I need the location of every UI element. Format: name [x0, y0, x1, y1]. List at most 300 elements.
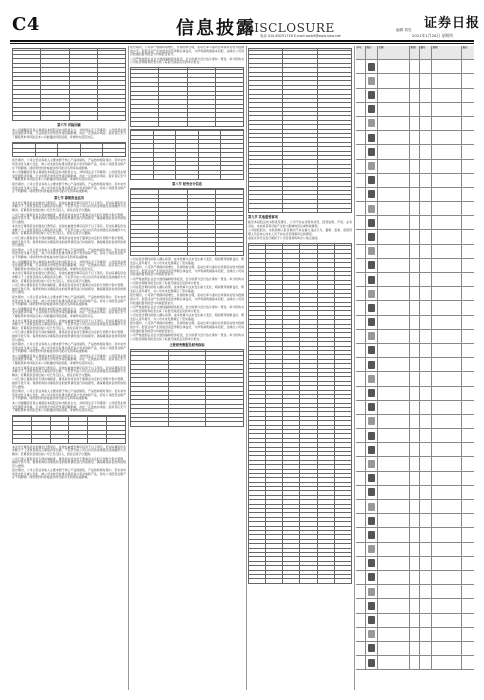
grid-cell — [462, 543, 474, 556]
product-thumbnail — [368, 616, 375, 624]
grid-cell — [366, 344, 378, 357]
grid-row — [356, 358, 474, 372]
grid-row — [356, 145, 474, 159]
body-paragraph: 报告期内，公司主营业务收入主要来源于核心产品的销售，产品结构相对集中。若未来市场需求发生重大变化，或公司未能及时推出满足客户需求的新产品，将对公司经营业绩产生不利影响。同时原材料价格波动亦可能对毛利率造成影响。 — [12, 247, 126, 260]
grid-cell — [366, 372, 378, 385]
product-thumbnail — [368, 403, 375, 411]
grid-cell — [462, 160, 474, 173]
grid-cell — [462, 472, 474, 485]
table-b3 — [130, 188, 244, 256]
grid-cell — [420, 245, 432, 258]
grid-cell — [378, 443, 410, 456]
grid-cell — [378, 585, 410, 598]
grid-cell — [462, 443, 474, 456]
grid-cell — [378, 599, 410, 612]
grid-cell — [432, 415, 462, 428]
grid-cell — [420, 202, 432, 215]
product-thumbnail — [368, 659, 375, 667]
grid-cell — [366, 628, 378, 641]
grid-row — [356, 131, 474, 145]
column-divider — [354, 46, 355, 690]
grid-row — [356, 103, 474, 117]
body-paragraph: 报告期内，公司资产规模持续增长，负债结构合理，流动比率与速动比率保持在较为稳健的水平。经营活动产生的现金流量净额总体良好，与净利润规模基本匹配，反映出公司具有较强的盈利质量与持续经营能力。 — [130, 46, 244, 57]
grid-cell — [366, 656, 378, 669]
grid-row — [356, 500, 474, 514]
grid-cell — [410, 486, 420, 499]
grid-cell — [410, 401, 420, 414]
grid-row — [356, 287, 474, 301]
grid-cell — [378, 429, 410, 442]
grid-cell — [410, 543, 420, 556]
grid-cell — [410, 316, 420, 329]
grid-row — [356, 656, 474, 670]
grid-cell — [462, 301, 474, 314]
product-thumbnail — [368, 644, 375, 652]
grid-cell — [356, 514, 366, 527]
grid-cell — [462, 230, 474, 243]
body-paragraph: 公司在报告期内的收入确认政策、成本核算方法未发生重大变化，期间费用控制良好，研发投入逐年提升，为公司未来发展奠定了坚实基础。 — [130, 285, 244, 293]
body-paragraph: 报告期内，公司资产规模持续增长，负债结构合理，流动比率与速动比率保持在较为稳健的水平。经营活动产生的现金流量净额总体良好，与净利润规模基本匹配，反映出公司具有较强的盈利质量与持续经营能力。 — [130, 293, 244, 305]
grid-cell — [462, 614, 474, 627]
grid-cell — [356, 599, 366, 612]
grid-cell — [410, 599, 420, 612]
grid-cell — [410, 642, 420, 655]
product-thumbnail — [368, 361, 375, 369]
grid-row — [356, 472, 474, 486]
grid-cell — [378, 259, 410, 272]
grid-cell — [462, 415, 474, 428]
grid-cell — [356, 528, 366, 541]
issue-date: 2021年1月28日 星期四 — [412, 33, 453, 38]
grid-row — [356, 160, 474, 174]
body-paragraph: 公司已建立募集资金专项存储制度，募集资金将存放于董事会决定的专项账户集中管理，做到专款专用。保荐机构将对募集资金的使用情况进行持续督导，确保募集资金使用的规范与透明。 — [12, 236, 126, 248]
grid-row — [356, 117, 474, 131]
grid-cell — [378, 60, 410, 73]
grid-cell — [356, 557, 366, 570]
grid-row — [356, 301, 474, 315]
body-paragraph: 本公司提醒投资者认真阅读本招股意向书附录全文，并特别注意下列事项：公司经营业绩受宏观经济环境、行业政策及市场竞争等因素影响，存在一定的波动风险。投资者应充分了解股票市场风险及本公司披露的风险因素，审慎作出投资决定。 — [12, 259, 126, 271]
grid-cell — [356, 486, 366, 499]
grid-cell — [420, 188, 432, 201]
grid-cell — [356, 259, 366, 272]
grid-cell — [410, 628, 420, 641]
grid-cell — [366, 131, 378, 144]
page-number: C4 — [12, 14, 40, 35]
grid-cell — [410, 230, 420, 243]
table-c2 — [248, 243, 352, 584]
grid-cell — [378, 614, 410, 627]
grid-header-cell: 图示 — [366, 46, 378, 59]
grid-row — [356, 230, 474, 244]
grid-cell — [356, 145, 366, 158]
grid-cell — [410, 287, 420, 300]
body-paragraph: 本次发行募集资金扣除发行费用后，将按轻重缓急顺序投资于以下项目。若实际募集资金净额少于上述项目拟投入募集资金总额，不足部分由公司以自有资金或通过其他融资方式解决；若募集资金到位前公司已先行投入，到位后将予以置换。 — [12, 200, 126, 212]
product-thumbnail — [368, 332, 375, 340]
body-paragraph: 公司严格按照企业会计准则编制财务报表，会计政策与会计估计保持一贯性。审计机构对公司报告期财务报表出具了标准无保留意见的审计报告。 — [130, 56, 244, 65]
product-thumbnail — [368, 176, 375, 184]
table-b1 — [130, 67, 244, 127]
grid-cell — [378, 344, 410, 357]
grid-cell — [420, 585, 432, 598]
body-paragraph: 备查文件可在发行期间于公司及保荐机构办公地点查阅。 — [248, 236, 321, 241]
grid-cell — [420, 642, 432, 655]
grid-cell — [432, 372, 462, 385]
grid-cell — [462, 585, 474, 598]
grid-cell — [432, 316, 462, 329]
table-c1 — [248, 48, 352, 213]
product-thumbnail — [368, 588, 375, 596]
grid-cell — [356, 89, 366, 102]
grid-cell — [462, 74, 474, 87]
grid-cell — [410, 457, 420, 470]
grid-cell — [410, 656, 420, 669]
grid-cell — [420, 457, 432, 470]
editor-credit: 编辑 刘亮 — [396, 28, 412, 32]
grid-cell — [462, 316, 474, 329]
grid-cell — [462, 372, 474, 385]
grid-row — [356, 571, 474, 585]
grid-row — [356, 273, 474, 287]
grid-cell — [378, 301, 410, 314]
body-paragraph: 公司在报告期内的收入确认政策、成本核算方法未发生重大变化，期间费用控制良好，研发投入逐年提升，为公司未来发展奠定了坚实基础。 — [130, 256, 244, 265]
grid-cell — [410, 259, 420, 272]
grid-cell — [366, 202, 378, 215]
body-paragraph: 报告期内，公司主营业务收入主要来源于核心产品的销售，产品结构相对集中。若未来市场需求发生重大变化，或公司未能及时推出满足客户需求的新产品，将对公司经营业绩产生不利影响。同时原材料价格波动亦可能对毛利率造成影响。 — [12, 389, 126, 401]
grid-cell — [356, 443, 366, 456]
grid-cell — [432, 245, 462, 258]
body-paragraph: 公司已建立募集资金专项存储制度，募集资金将存放于董事会决定的专项账户集中管理，做到专款专用。保荐机构将对募集资金的使用情况进行持续督导，确保募集资金使用的规范与透明。 — [12, 330, 126, 342]
grid-row — [356, 486, 474, 500]
grid-cell — [410, 614, 420, 627]
grid-cell — [432, 145, 462, 158]
product-thumbnail — [368, 503, 375, 511]
grid-cell — [356, 103, 366, 116]
grid-cell — [366, 415, 378, 428]
table-a2 — [12, 142, 126, 158]
grid-cell — [432, 429, 462, 442]
grid-cell — [378, 316, 410, 329]
grid-cell — [378, 543, 410, 556]
grid-header-cell: 类别 — [410, 46, 420, 59]
grid-cell — [432, 160, 462, 173]
grid-cell — [462, 259, 474, 272]
grid-cell — [432, 259, 462, 272]
grid-cell — [432, 117, 462, 130]
grid-cell — [420, 628, 432, 641]
grid-cell — [462, 344, 474, 357]
grid-cell — [378, 330, 410, 343]
grid-cell — [378, 457, 410, 470]
grid-cell — [378, 571, 410, 584]
grid-cell — [432, 656, 462, 669]
grid-cell — [410, 330, 420, 343]
product-thumbnail — [368, 77, 375, 85]
product-thumbnail — [368, 531, 375, 539]
grid-cell — [356, 500, 366, 513]
product-thumbnail — [368, 460, 375, 468]
body-paragraph: 本公司提醒投资者认真阅读本招股意向书附录全文，并特别注意下列事项：公司经营业绩受宏观经济环境、行业政策及市场竞争等因素影响，存在一定的波动风险。投资者应充分了解股票市场风险及本公司披露的风险因素，审慎作出投资决定。 — [12, 127, 126, 140]
grid-cell — [378, 387, 410, 400]
grid-cell — [410, 60, 420, 73]
product-thumbnail — [368, 375, 375, 383]
grid-cell — [420, 486, 432, 499]
grid-cell — [378, 486, 410, 499]
grid-cell — [432, 89, 462, 102]
grid-cell — [410, 131, 420, 144]
grid-cell — [462, 131, 474, 144]
grid-cell — [378, 642, 410, 655]
product-thumbnail — [368, 63, 375, 71]
grid-cell — [366, 188, 378, 201]
grid-header-row — [356, 46, 474, 60]
grid-cell — [366, 103, 378, 116]
grid-cell — [462, 457, 474, 470]
grid-cell — [366, 316, 378, 329]
table-a1 — [12, 48, 126, 121]
grid-cell — [378, 628, 410, 641]
grid-cell — [356, 358, 366, 371]
body-paragraph: 本公司提醒投资者认真阅读本招股意向书附录全文，并特别注意下列事项：公司经营业绩受宏观经济环境、行业政策及市场竞争等因素影响，存在一定的波动风险。投资者应充分了解股票市场风险及本公司披露的风险因素，审慎作出投资决定。 — [12, 353, 126, 366]
grid-row — [356, 614, 474, 628]
grid-cell — [410, 89, 420, 102]
grid-row — [356, 89, 474, 103]
body-paragraph: 截至本招股意向书附录签署日，公司不存在对财务状况、经营成果、声誉、业务活动、未来前景等可能产生较大影响的诉讼或仲裁事项。 — [248, 220, 352, 228]
column-divider — [128, 46, 129, 690]
grid-cell — [356, 628, 366, 641]
grid-cell — [378, 472, 410, 485]
grid-cell — [410, 202, 420, 215]
grid-cell — [356, 642, 366, 655]
grid-cell — [410, 585, 420, 598]
grid-cell — [462, 628, 474, 641]
column-a — [12, 46, 126, 690]
grid-cell — [432, 472, 462, 485]
grid-cell — [356, 429, 366, 442]
grid-cell — [432, 188, 462, 201]
body-paragraph: 公司已建立募集资金专项存储制度，募集资金将存放于董事会决定的专项账户集中管理，做到专款专用。保荐机构将对募集资金的使用情况进行持续督导，确保募集资金使用的规范与透明。 — [12, 377, 126, 389]
body-paragraph: 本公司提醒投资者认真阅读本招股意向书附录全文，并特别注意下列事项：公司经营业绩受宏观经济环境、行业政策及市场竞争等因素影响，存在一定的波动风险。投资者应充分了解股票市场风险及本公司披露的风险因素，审慎作出投资决定。 — [12, 306, 126, 318]
grid-cell — [462, 656, 474, 669]
grid-cell — [356, 656, 366, 669]
grid-cell — [366, 89, 378, 102]
product-thumbnail — [368, 573, 375, 581]
grid-cell — [356, 245, 366, 258]
grid-cell — [410, 188, 420, 201]
product-thumbnail — [368, 247, 375, 255]
grid-cell — [410, 429, 420, 442]
product-thumbnail — [368, 261, 375, 269]
grid-cell — [356, 415, 366, 428]
grid-cell — [410, 528, 420, 541]
body-paragraph: 报告期内，公司主营业务收入主要来源于核心产品的销售，产品结构相对集中。若未来市场需求发生重大变化，或公司未能及时推出满足客户需求的新产品，将对公司经营业绩产生不利影响。同时原材料价格波动亦可能对毛利率造成影响。 — [12, 158, 126, 170]
section-heading: 第六节 风险因素 — [57, 122, 81, 127]
grid-cell — [366, 401, 378, 414]
grid-cell — [378, 372, 410, 385]
grid-cell — [432, 60, 462, 73]
grid-cell — [356, 273, 366, 286]
grid-cell — [420, 571, 432, 584]
product-thumbnail — [368, 417, 375, 425]
grid-cell — [462, 528, 474, 541]
grid-row — [356, 599, 474, 613]
product-thumbnail — [368, 446, 375, 454]
grid-cell — [410, 500, 420, 513]
product-thumbnail — [368, 346, 375, 354]
grid-cell — [432, 330, 462, 343]
grid-cell — [356, 543, 366, 556]
grid-cell — [462, 216, 474, 229]
body-paragraph: 公司严格按照企业会计准则编制财务报表，会计政策与会计估计保持一贯性。审计机构对公司报告期财务报表出具了标准无保留意见的审计报告。 — [130, 333, 244, 341]
grid-cell — [420, 599, 432, 612]
product-thumbnail — [368, 559, 375, 567]
grid-cell — [462, 486, 474, 499]
grid-row — [356, 174, 474, 188]
grid-header-cell: 序号 — [356, 46, 366, 59]
grid-cell — [378, 656, 410, 669]
product-thumbnail — [368, 545, 375, 553]
body-paragraph: 公司在报告期内的收入确认政策、成本核算方法未发生重大变化，期间费用控制良好，研发投入逐年提升，为公司未来发展奠定了坚实基础。 — [130, 313, 244, 321]
product-thumbnail — [368, 119, 375, 127]
grid-cell — [432, 344, 462, 357]
grid-cell — [378, 500, 410, 513]
grid-cell — [420, 344, 432, 357]
grid-cell — [410, 557, 420, 570]
table-b4 — [130, 349, 244, 426]
grid-cell — [420, 160, 432, 173]
grid-cell — [432, 571, 462, 584]
grid-cell — [410, 103, 420, 116]
grid-cell — [432, 401, 462, 414]
grid-cell — [356, 316, 366, 329]
grid-cell — [462, 245, 474, 258]
grid-cell — [366, 585, 378, 598]
grid-cell — [462, 145, 474, 158]
grid-cell — [432, 202, 462, 215]
grid-cell — [420, 614, 432, 627]
grid-cell — [366, 145, 378, 158]
product-thumbnail — [368, 205, 375, 213]
grid-cell — [366, 543, 378, 556]
grid-cell — [378, 358, 410, 371]
grid-cell — [462, 89, 474, 102]
grid-cell — [432, 216, 462, 229]
masthead — [0, 0, 484, 44]
section-title-en: DISCLOSURE — [244, 21, 335, 35]
grid-cell — [356, 174, 366, 187]
grid-cell — [378, 287, 410, 300]
grid-cell — [378, 230, 410, 243]
masthead-rule-thin — [10, 43, 474, 44]
product-thumbnail — [368, 233, 375, 241]
product-thumbnail — [368, 134, 375, 142]
grid-row — [356, 372, 474, 386]
grid-cell — [462, 358, 474, 371]
grid-cell — [356, 117, 366, 130]
grid-cell — [462, 557, 474, 570]
grid-cell — [378, 89, 410, 102]
grid-cell — [378, 245, 410, 258]
grid-cell — [420, 415, 432, 428]
product-thumbnail — [368, 517, 375, 525]
grid-row — [356, 415, 474, 429]
grid-row — [356, 543, 474, 557]
product-thumbnail — [368, 290, 375, 298]
grid-cell — [462, 287, 474, 300]
grid-cell — [420, 528, 432, 541]
grid-row — [356, 401, 474, 415]
grid-cell — [356, 131, 366, 144]
grid-cell — [356, 60, 366, 73]
body-paragraph: 本次发行募集资金扣除发行费用后，将按轻重缓急顺序投资于以下项目。若实际募集资金净额少于上述项目拟投入募集资金总额，不足部分由公司以自有资金或通过其他融资方式解决；若募集资金到位前公司已先行投入，到位后将予以置换。 — [12, 271, 126, 283]
grid-cell — [366, 500, 378, 513]
grid-cell — [366, 457, 378, 470]
product-thumbnail — [368, 602, 375, 610]
grid-row — [356, 344, 474, 358]
grid-cell — [410, 472, 420, 485]
product-thumbnail — [368, 148, 375, 156]
grid-cell — [420, 60, 432, 73]
grid-cell — [366, 174, 378, 187]
grid-cell — [378, 117, 410, 130]
grid-header-cell: 编号 — [420, 46, 432, 59]
grid-cell — [420, 216, 432, 229]
grid-cell — [432, 443, 462, 456]
product-thumbnail — [368, 474, 375, 482]
masthead-rule — [10, 40, 474, 42]
table-b2 — [130, 129, 244, 180]
grid-row — [356, 202, 474, 216]
grid-row — [356, 216, 474, 230]
grid-cell — [462, 60, 474, 73]
grid-cell — [378, 557, 410, 570]
grid-row — [356, 387, 474, 401]
grid-cell — [366, 216, 378, 229]
grid-cell — [356, 472, 366, 485]
grid-cell — [420, 500, 432, 513]
body-paragraph: 报告期内，公司主营业务收入主要来源于核心产品的销售，产品结构相对集中。若未来市场需求发生重大变化，或公司未能及时推出满足客户需求的新产品，将对公司经营业绩产生不利影响。同时原材料价格波动亦可能对毛利率造成影响。 — [12, 342, 126, 354]
grid-cell — [410, 387, 420, 400]
grid-cell — [420, 273, 432, 286]
grid-cell — [356, 614, 366, 627]
grid-cell — [378, 514, 410, 527]
grid-cell — [410, 358, 420, 371]
grid-cell — [366, 160, 378, 173]
section-heading: 第八节 财务会计信息 — [172, 181, 202, 186]
grid-cell — [356, 230, 366, 243]
grid-row — [356, 528, 474, 542]
grid-cell — [420, 401, 432, 414]
grid-cell — [462, 401, 474, 414]
contact-line: 电话 010-83251716 E-mail zqrb9@zqrb.sina.net — [260, 34, 341, 38]
grid-cell — [432, 557, 462, 570]
grid-cell — [356, 372, 366, 385]
grid-cell — [378, 202, 410, 215]
grid-cell — [356, 387, 366, 400]
grid-cell — [432, 457, 462, 470]
grid-cell — [366, 557, 378, 570]
grid-cell — [378, 74, 410, 87]
grid-cell — [366, 514, 378, 527]
grid-cell — [378, 174, 410, 187]
product-thumbnail — [368, 432, 375, 440]
grid-cell — [366, 614, 378, 627]
grid-cell — [420, 429, 432, 442]
grid-header-cell: 名称 — [378, 46, 410, 59]
grid-cell — [420, 230, 432, 243]
grid-row — [356, 642, 474, 656]
grid-cell — [366, 259, 378, 272]
grid-cell — [462, 514, 474, 527]
